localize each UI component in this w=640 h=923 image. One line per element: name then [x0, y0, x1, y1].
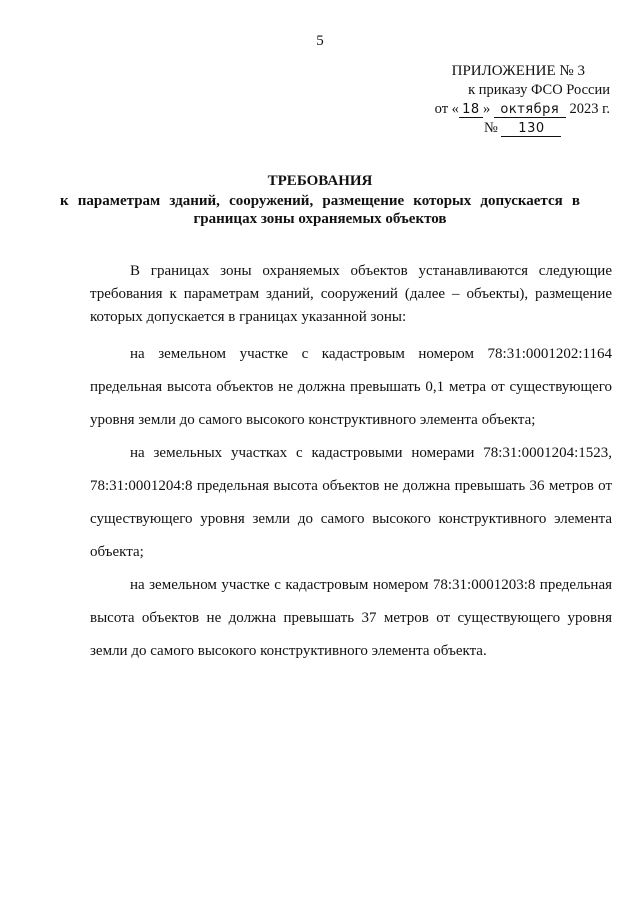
requirement-item-3: на земельном участке с кадастровым номером 78:31:0001203:8 предельная высота объектов не должна превышать 37 метров от существующего уровня земли до самого высокого конструктивного элемента объекта. [90, 577, 612, 659]
order-number: 130 [501, 121, 561, 137]
appendix-block [400, 62, 610, 138]
appendix-title: ПРИЛОЖЕНИЕ № 3 [451, 63, 585, 79]
date-day: 18 [459, 102, 483, 118]
appendix-number [400, 119, 610, 138]
date-prefix: от « [434, 101, 459, 117]
page-number: 5 [316, 33, 324, 49]
date-month: октября [494, 102, 566, 118]
document-body [90, 260, 612, 668]
appendix-order-ref: к приказу ФСО России [468, 82, 610, 98]
date-year: 2023 г. [569, 101, 610, 117]
appendix-date [400, 100, 610, 119]
document-heading [0, 172, 640, 228]
date-mid: » [482, 101, 491, 117]
heading-subtitle: к параметрам зданий, сооружений, размещение которых допускается в границах зоны охраняемых объектов [60, 193, 580, 227]
requirement-item-1: на земельном участке с кадастровым номером 78:31:0001202:1164 предельная высота объектов не должна превышать 0,1 метра от существующего уровня земли до самого высокого конструктивного элемента объекта; [90, 346, 612, 428]
intro-paragraph: В границах зоны охраняемых объектов устанавливаются следующие требования к параметрам зданий, сооружений (далее – объекты), размещение которых допускается в границах указанной зоны: [90, 263, 612, 325]
requirement-item-2: на земельных участках с кадастровыми номерами 78:31:0001204:1523, 78:31:0001204:8 предельная высота объектов не должна превышать 36 метров от существующего уровня земли до самого высокого конструктивного элемента объекта; [90, 445, 612, 560]
number-prefix: № [484, 120, 498, 136]
heading-title: ТРЕБОВАНИЯ [267, 173, 373, 189]
